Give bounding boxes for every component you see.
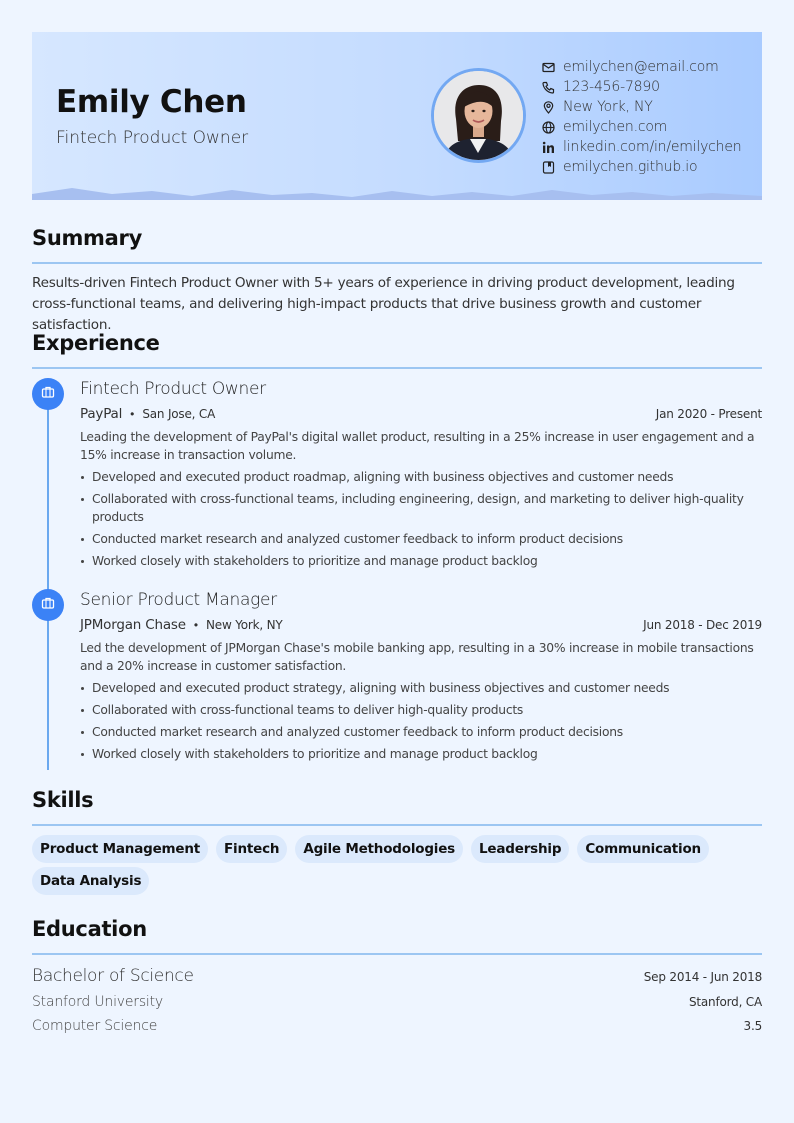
job-bullet: Conducted market research and analyzed customer feedback to inform product decisions [80, 723, 762, 741]
phone-icon [542, 81, 555, 94]
job-bullet: Collaborated with cross-functional teams, including engineering, design, and marketing to deliver high-quality products [80, 490, 762, 526]
job-company: JPMorgan Chase [80, 617, 186, 633]
experience-timeline [47, 380, 49, 770]
job-marker [32, 589, 64, 621]
job-description: Leading the development of PayPal's digital wallet product, resulting in a 25% increase in user engagement and a 15% increase in transaction volume. [80, 430, 755, 462]
contact-email[interactable] [542, 57, 741, 77]
job-bullet: Worked closely with stakeholders to prioritize and manage product backlog [80, 552, 762, 570]
briefcase-icon [41, 385, 55, 404]
experience-divider [32, 367, 762, 369]
location-pin-icon [542, 101, 555, 114]
education-school-row [32, 994, 762, 1010]
job-bullet: Collaborated with cross-functional teams to deliver high-quality products [80, 701, 762, 719]
candidate-name: Emily Chen [56, 84, 247, 120]
job-entry [80, 590, 762, 767]
job-location: New York, NY [206, 618, 283, 632]
summary-text: Results-driven Fintech Product Owner with 5+ years of experience in driving product development, leading cross-functional teams, and delivering high-impact products that drive business growth and customer satisfaction. [32, 275, 735, 333]
summary-divider [32, 262, 762, 264]
job-bullet-list [80, 468, 762, 570]
globe-icon [542, 121, 555, 134]
experience-heading: Experience [32, 331, 160, 355]
job-title: Senior Product Manager [80, 590, 277, 610]
job-company: PayPal [80, 406, 123, 422]
separator-dot: • [193, 618, 199, 632]
contact-list [542, 57, 741, 177]
job-dates: Jan 2020 - Present [655, 407, 762, 421]
contact-phone[interactable] [542, 77, 741, 97]
job-bullet: Developed and executed product strategy, aligning with business objectives and customer needs [80, 679, 762, 697]
education-field: Computer Science [32, 1018, 158, 1034]
summary-heading: Summary [32, 226, 142, 250]
separator-dot: • [130, 407, 135, 421]
briefcase-icon [41, 596, 55, 615]
education-degree-row [32, 966, 762, 986]
job-marker [32, 378, 64, 410]
job-bullet-list [80, 679, 762, 763]
skill-chip: Product Management [32, 835, 208, 863]
skill-chip: Leadership [471, 835, 569, 863]
job-bullet: Conducted market research and analyzed customer feedback to inform product decisions [80, 530, 762, 548]
skill-chip: Fintech [216, 835, 287, 863]
contact-website-text: emilychen.com [563, 119, 668, 135]
education-gpa: 3.5 [743, 1019, 762, 1033]
job-bullet: Worked closely with stakeholders to prioritize and manage product backlog [80, 745, 762, 763]
education-school: Stanford University [32, 994, 163, 1010]
skills-heading: Skills [32, 788, 94, 812]
contact-portfolio[interactable] [542, 157, 741, 177]
job-title: Fintech Product Owner [80, 379, 266, 399]
resume-header [32, 32, 762, 200]
linkedin-icon [542, 141, 555, 154]
bookmark-icon [542, 161, 555, 174]
skill-chip: Data Analysis [32, 867, 149, 895]
contact-location-text: New York, NY [563, 99, 653, 115]
header-decoration [32, 184, 762, 200]
job-dates: Jun 2018 - Dec 2019 [643, 618, 762, 632]
education-dates: Sep 2014 - Jun 2018 [643, 970, 762, 984]
contact-portfolio-text: emilychen.github.io [563, 159, 698, 175]
skills-list [32, 835, 772, 899]
candidate-role: Fintech Product Owner [56, 128, 249, 148]
job-meta [80, 616, 762, 638]
contact-phone-text: 123-456-7890 [563, 79, 660, 95]
job-meta [80, 405, 762, 427]
job-bullet: Developed and executed product roadmap, aligning with business objectives and customer needs [80, 468, 762, 486]
email-icon [542, 61, 555, 74]
education-degree: Bachelor of Science [32, 966, 194, 986]
contact-website[interactable] [542, 117, 741, 137]
contact-linkedin-text: linkedin.com/in/emilychen [563, 139, 742, 155]
skill-chip: Communication [577, 835, 709, 863]
job-description: Led the development of JPMorgan Chase's mobile banking app, resulting in a 30% increase in mobile transactions and a 20% increase in customer satisfaction. [80, 641, 754, 673]
profile-photo [431, 68, 526, 163]
job-entry [80, 379, 762, 574]
job-location: San Jose, CA [142, 407, 216, 421]
education-divider [32, 953, 762, 955]
education-location: Stanford, CA [688, 995, 762, 1009]
education-heading: Education [32, 917, 147, 941]
contact-location [542, 97, 741, 117]
contact-linkedin[interactable] [542, 137, 741, 157]
skills-divider [32, 824, 762, 826]
contact-email-text: emilychen@email.com [563, 59, 719, 75]
education-field-row [32, 1018, 762, 1034]
skill-chip: Agile Methodologies [295, 835, 463, 863]
